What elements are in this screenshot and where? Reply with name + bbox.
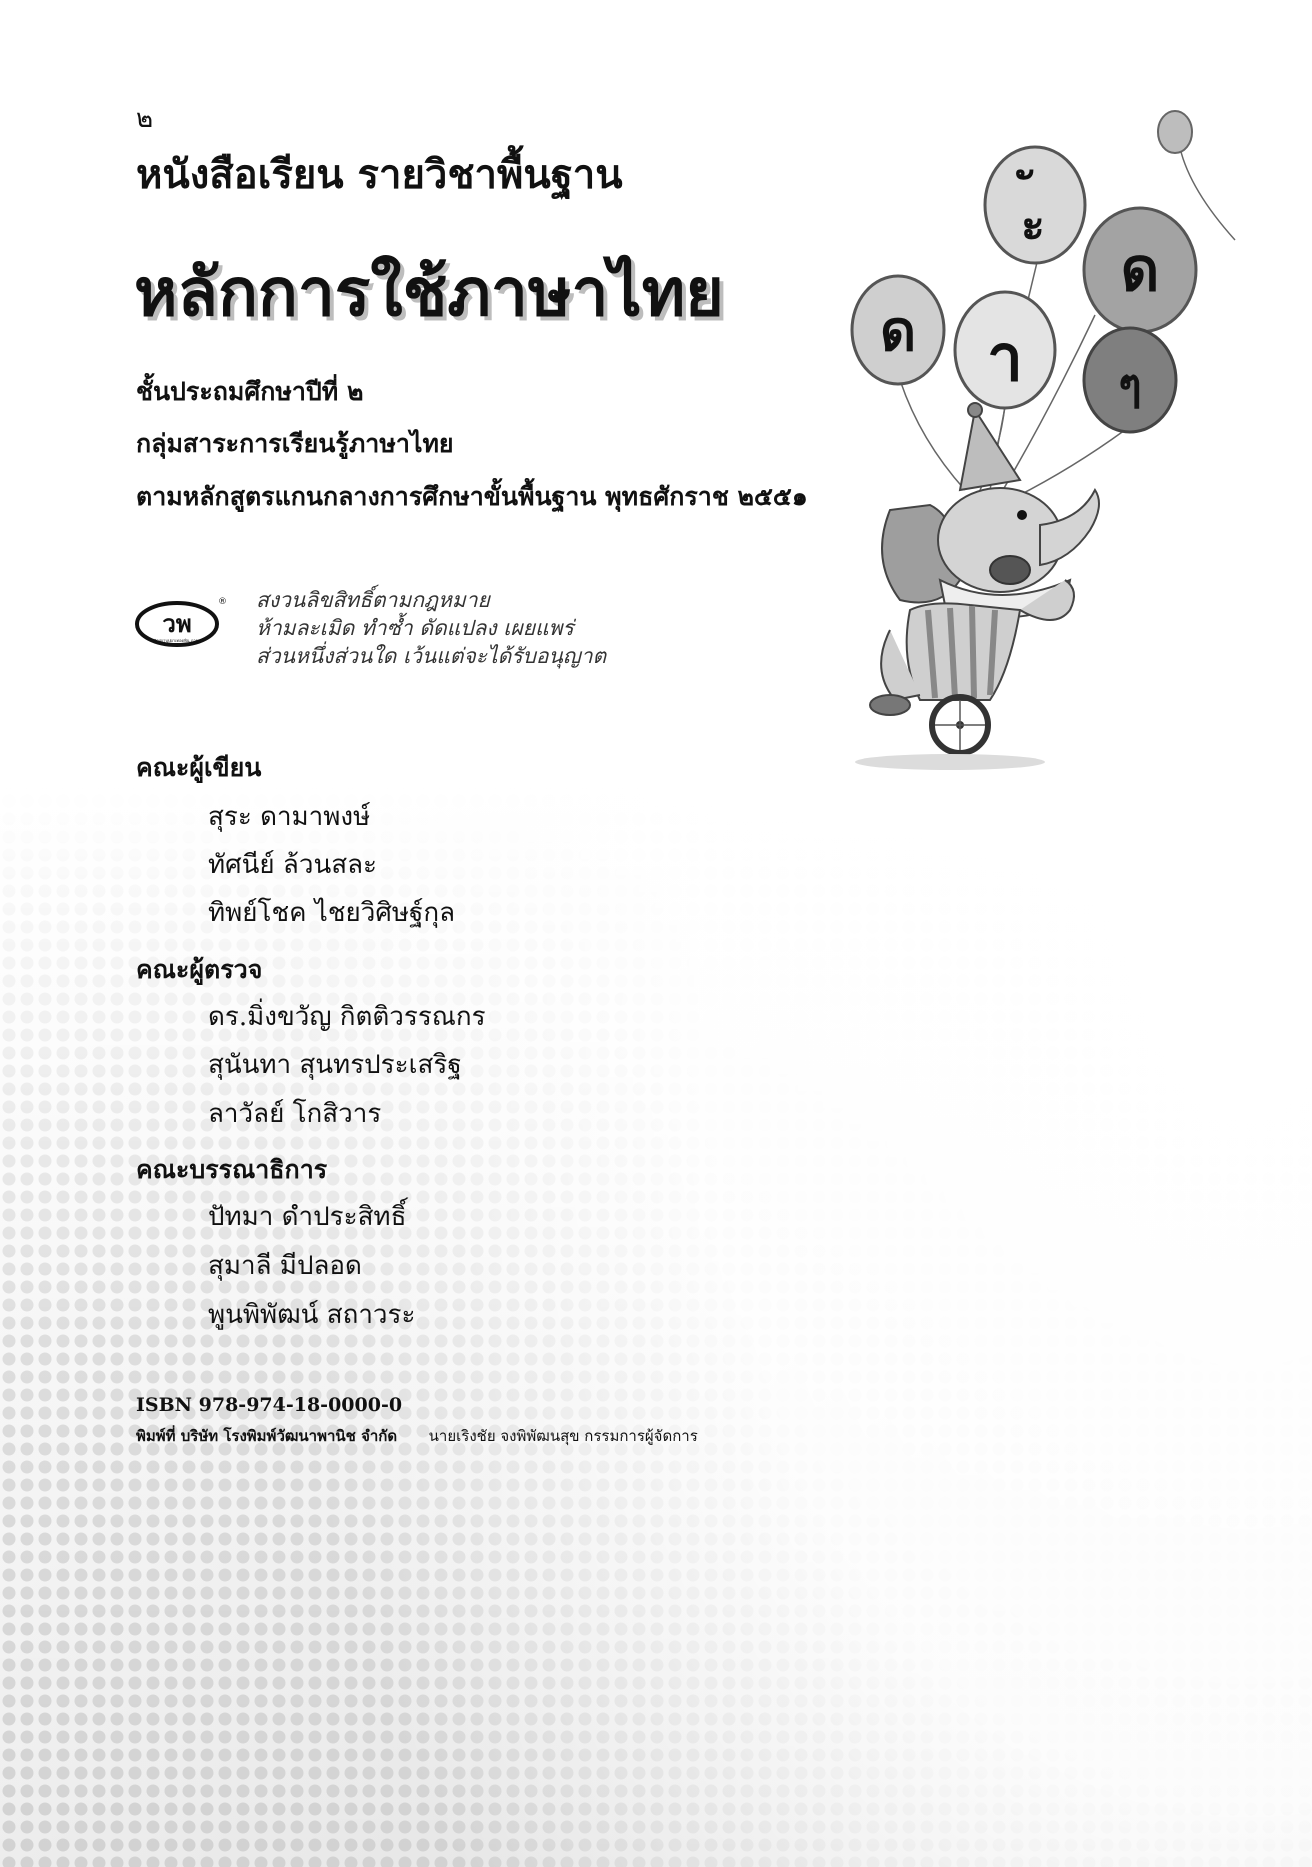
editors-heading: คณะบรรณาธิการ <box>136 1155 328 1184</box>
balloon-sara-aa <box>955 292 1055 408</box>
learning-area: กลุ่มสาระการเรียนรู้ภาษาไทย <box>136 429 454 458</box>
page-number: ๒ <box>136 104 154 134</box>
copyright-line: ส่วนหนึ่งส่วนใด เว้นแต่จะได้รับอนุญาต <box>256 644 607 668</box>
printer-info <box>136 1424 698 1448</box>
book-title: หลักการใช้ภาษาไทย <box>134 254 724 331</box>
copyright-line: สงวนลิขสิทธิ์ตามกฎหมาย <box>256 588 490 612</box>
copyright-line: ห้ามละเมิด ทำซ้ำ ดัดแปลง เผยแพร่ <box>256 616 574 640</box>
balloon-do-dek <box>1084 208 1196 332</box>
small-balloon <box>1158 111 1192 153</box>
printer-company: พิมพ์ที่ บริษัท โรงพิมพ์วัฒนาพานิช จำกัด <box>136 1427 398 1445</box>
balloon-letter: า <box>987 322 1023 396</box>
publisher-logo-text: วพ <box>162 610 192 638</box>
reviewer-name: ดร.มิ่งขวัญ กิตติวรรณกร <box>208 1002 486 1032</box>
elephant-balloons-illustration <box>850 110 1250 770</box>
registered-mark: ® <box>218 597 227 607</box>
balloon-letter: ๆ <box>1118 360 1142 411</box>
series-title: หนังสือเรียน รายวิชาพื้นฐาน <box>136 152 623 198</box>
balloon-letter: ะ <box>1021 200 1045 251</box>
publisher-logo-small-text: ปัญญาบุปผาเทอดพิน ภารุส <box>153 638 201 643</box>
publisher-logo <box>134 592 226 650</box>
reviewer-name: ลาวัลย์ โกสิวาร <box>208 1099 382 1129</box>
author-name: สุระ ดามาพงษ์ <box>208 802 371 832</box>
editor-name: พูนพิพัฒน์ สถาวระ <box>208 1300 416 1330</box>
balloon-letter: ด <box>1120 235 1160 305</box>
author-name: ทัศนีย์ ล้วนสละ <box>208 850 377 880</box>
editor-name: ปัทมา ดำประสิทธิ์ <box>208 1202 407 1232</box>
reviewers-heading: คณะผู้ตรวจ <box>136 955 263 984</box>
elephant-clown <box>855 403 1099 770</box>
editor-name: สุมาลี มีปลอด <box>208 1251 362 1281</box>
balloon-dot <box>852 276 944 384</box>
grade-level: ชั้นประถมศึกษาปีที่ ๒ <box>136 377 364 406</box>
balloon-letter: ด <box>879 299 917 364</box>
copyright-notice <box>256 586 606 670</box>
author-name: ทิพย์โชค ไชยวิศิษฐ์กุล <box>208 898 455 928</box>
balloon-sara-a <box>985 147 1085 263</box>
authors-heading: คณะผู้เขียน <box>136 753 262 782</box>
isbn: ISBN 978-974-18-0000-0 <box>136 1394 403 1416</box>
printer-manager: นายเริงชัย จงพิพัฒนสุข กรรมการผู้จัดการ <box>428 1427 698 1445</box>
curriculum: ตามหลักสูตรแกนกลางการศึกษาขั้นพื้นฐาน พุทธศักราช ๒๕๕๑ <box>136 482 808 511</box>
balloon-mai-yamok <box>1084 328 1176 432</box>
reviewer-name: สุนันทา สุนทรประเสริฐ <box>208 1050 462 1080</box>
